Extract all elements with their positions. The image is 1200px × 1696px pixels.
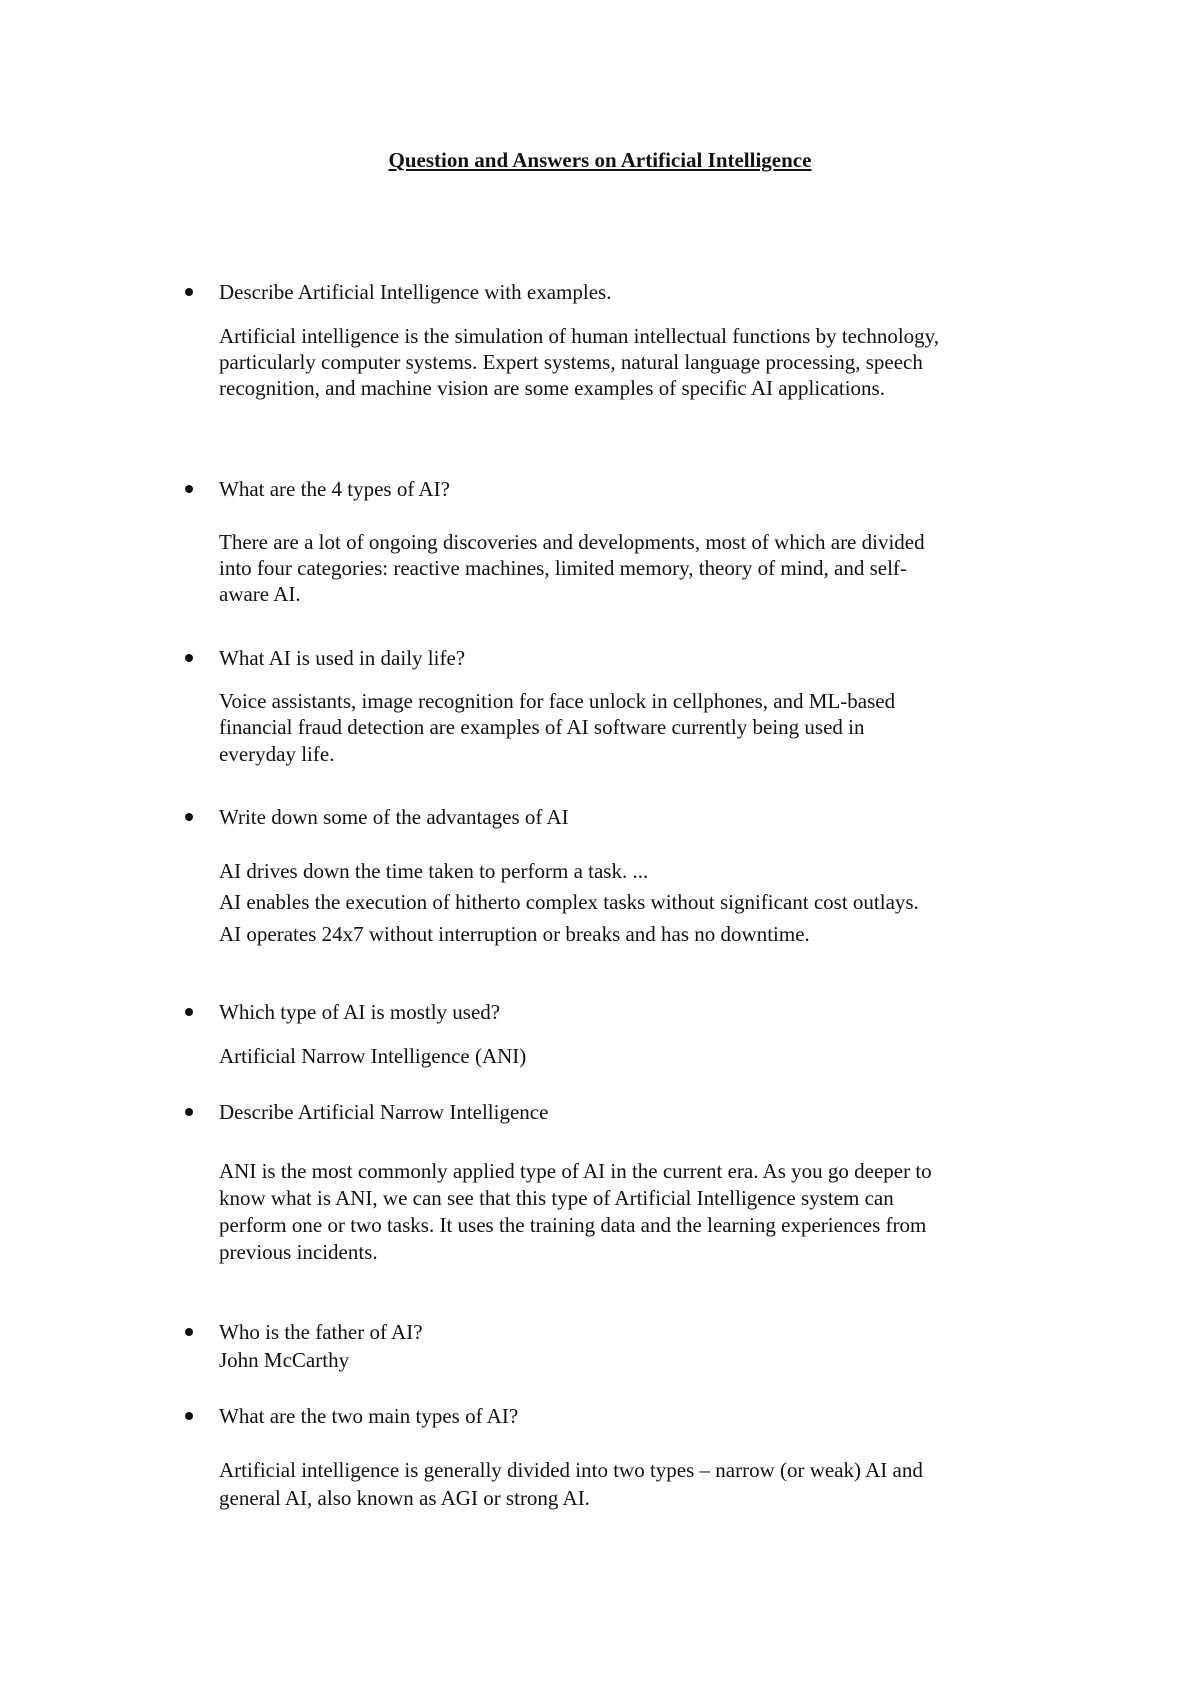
answer-line: particularly computer systems. Expert systems, natural language processing, speech (219, 350, 923, 374)
question-text: Who is the father of AI? (219, 1320, 423, 1344)
answer-line: aware AI. (219, 582, 301, 606)
answer-line: recognition, and machine vision are some examples of specific AI applications. (219, 376, 885, 400)
bullet-icon (185, 813, 193, 821)
answer-line: financial fraud detection are examples of AI software currently being used in (219, 715, 865, 739)
bullet-icon (185, 654, 193, 662)
question-text: What are the two main types of AI? (219, 1404, 519, 1428)
question-text: Describe Artificial Intelligence with examples. (219, 280, 612, 304)
answer-line: There are a lot of ongoing discoveries and developments, most of which are divided (219, 530, 925, 554)
question-text: What are the 4 types of AI? (219, 477, 450, 501)
question-text: What AI is used in daily life? (219, 646, 466, 670)
answer-line: Artificial intelligence is the simulation of human intellectual functions by technology, (219, 324, 940, 348)
bullet-icon (185, 485, 193, 493)
answer-line: general AI, also known as AGI or strong AI. (219, 1486, 590, 1510)
question-text: Which type of AI is mostly used? (219, 1000, 501, 1024)
bullet-icon (185, 1412, 193, 1420)
answer-line: AI drives down the time taken to perform a task. ... (219, 859, 649, 883)
bullet-icon (185, 1328, 193, 1336)
answer-line: perform one or two tasks. It uses the training data and the learning experiences from (219, 1213, 927, 1237)
bullet-icon (185, 288, 193, 296)
question-text: Describe Artificial Narrow Intelligence (219, 1100, 549, 1124)
answer-line: Artificial Narrow Intelligence (ANI) (219, 1044, 527, 1068)
bullet-icon (185, 1008, 193, 1016)
bullet-icon (185, 1108, 193, 1116)
answer-line: know what is ANI, we can see that this type of Artificial Intelligence system can (219, 1186, 894, 1210)
document-title: Question and Answers on Artificial Intelligence (388, 148, 812, 172)
answer-line: previous incidents. (219, 1240, 378, 1264)
answer-line: into four categories: reactive machines, limited memory, theory of mind, and self- (219, 556, 907, 580)
answer-line: Voice assistants, image recognition for face unlock in cellphones, and ML-based (219, 689, 896, 713)
answer-line: AI enables the execution of hitherto complex tasks without significant cost outlays. (219, 890, 919, 914)
answer-line: AI operates 24x7 without interruption or breaks and has no downtime. (219, 922, 810, 946)
answer-line: John McCarthy (219, 1348, 350, 1372)
answer-line: ANI is the most commonly applied type of AI in the current era. As you go deeper to (219, 1159, 932, 1183)
question-text: Write down some of the advantages of AI (219, 805, 569, 829)
answer-line: Artificial intelligence is generally divided into two types – narrow (or weak) AI and (219, 1458, 923, 1482)
answer-line: everyday life. (219, 742, 335, 766)
